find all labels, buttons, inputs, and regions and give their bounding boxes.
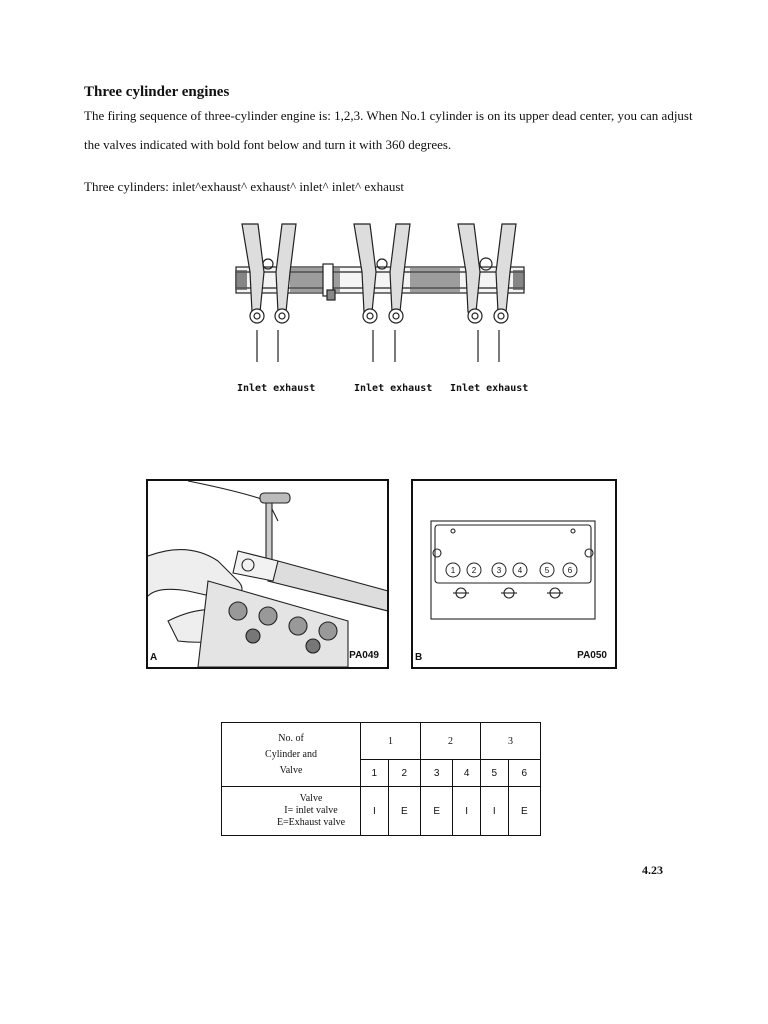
table-header-line: Valve [279, 764, 303, 776]
valve-number-cell: 4 [453, 760, 481, 787]
valve-table [221, 722, 541, 836]
valve-type-cell: E [508, 787, 540, 836]
figure-b-letter: B [415, 652, 423, 663]
valve-number-cell: 6 [508, 760, 540, 787]
valve-label-cyl1: Inlet exhaust [237, 383, 316, 394]
legend-line: I= inlet valve [284, 805, 338, 816]
table-header-line: No. of [278, 732, 304, 744]
valve-number-cell: 3 [420, 760, 452, 787]
page-number: 4.23 [642, 863, 663, 877]
plate-number-3: 3 [496, 566, 502, 575]
valve-type-cell: I [453, 787, 481, 836]
legend-line: E=Exhaust valve [276, 817, 346, 828]
valve-type-cell: I [480, 787, 508, 836]
valve-legend-cell [222, 787, 361, 836]
plate-number-6: 6 [567, 566, 573, 575]
figure-b-cylinder-head [411, 479, 617, 669]
paragraph-adjust-valves: the valves indicated with bold font below and turn it with 360 degrees. [84, 137, 452, 152]
valve-type-cell: E [388, 787, 420, 836]
figure-a-code: PA049 [349, 650, 379, 661]
section-heading: Three cylinder engines [84, 84, 230, 100]
paragraph-firing-sequence: The firing sequence of three-cylinder engine is: 1,2,3. When No.1 cylinder is on its upper dead center, you can adjust [84, 108, 693, 123]
valve-type-cell: I [361, 787, 389, 836]
table-header-cell [222, 723, 361, 787]
cylinder-1-header: 1 [361, 723, 421, 760]
rocker-arm-diagram [230, 212, 530, 402]
plate-number-2: 2 [471, 566, 477, 575]
plate-number-4: 4 [517, 566, 523, 575]
figure-a-valve-adjustment [146, 479, 389, 669]
plate-number-1: 1 [450, 566, 456, 575]
cylinder-3-header: 3 [480, 723, 540, 760]
cylinder-head-illustration [413, 481, 615, 667]
figure-b-code: PA050 [577, 650, 607, 661]
valve-number-cell: 1 [361, 760, 389, 787]
adjustment-illustration [148, 481, 387, 667]
cylinder-2-header: 2 [420, 723, 480, 760]
valve-number-cell: 5 [480, 760, 508, 787]
table-header-line: Cylinder and [265, 748, 317, 760]
legend-line: Valve [299, 793, 323, 804]
valve-number-cell: 2 [388, 760, 420, 787]
paragraph-three-cylinders: Three cylinders: inlet^exhaust^ exhaust^ inlet^ inlet^ exhaust [84, 179, 405, 194]
valve-label-cyl3: Inlet exhaust [450, 383, 529, 394]
plate-number-5: 5 [544, 566, 550, 575]
cylinder-plate-numbers [446, 563, 577, 577]
valve-type-cell: E [420, 787, 452, 836]
figure-a-letter: A [150, 652, 158, 663]
valve-label-cyl2: Inlet exhaust [354, 383, 433, 394]
